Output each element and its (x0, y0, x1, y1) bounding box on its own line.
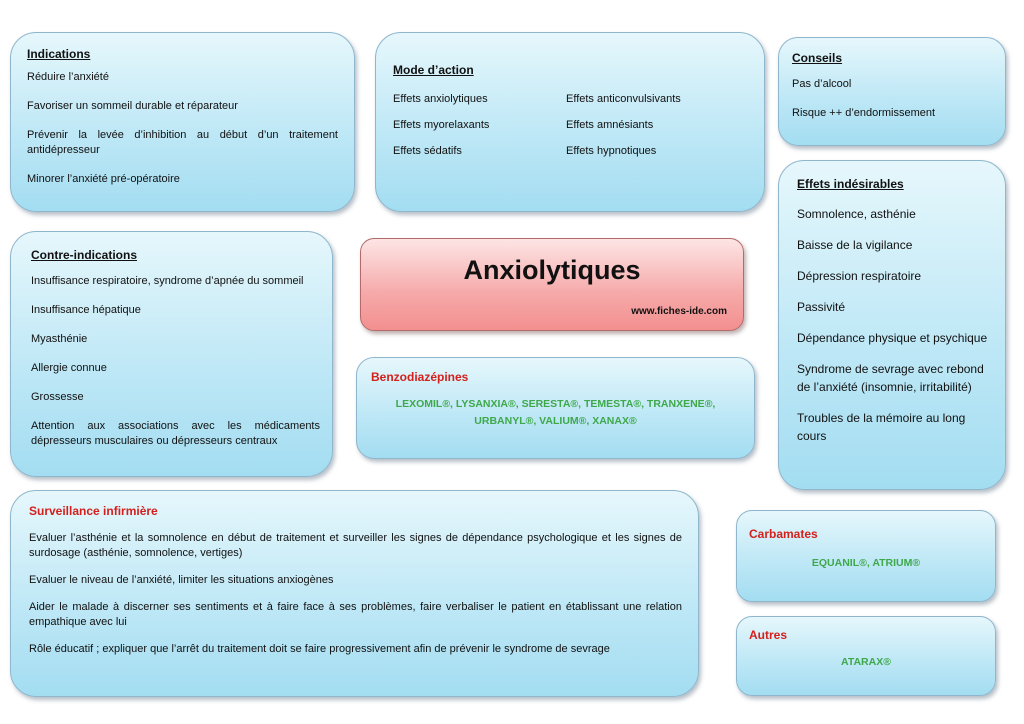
carbamates-card (736, 510, 996, 602)
surveillance-title: Surveillance infirmière (29, 504, 158, 518)
autres-card (736, 616, 996, 696)
surveillance-item: Evaluer l’asthénie et la somnolence en début de traitement et surveiller les signes de dépendance psychologique et les signes de surdosage (asthénie, somnolence, vertiges) (29, 532, 682, 559)
title-banner (360, 238, 744, 331)
autres-drugs: ATARAX® (841, 656, 891, 668)
indications-card (10, 32, 355, 212)
mode-action-item: Effets sédatifs (393, 145, 462, 157)
effet-item: Troubles de la mémoire au long cours (797, 411, 966, 443)
mode-action-item: Effets anxiolytiques (393, 93, 488, 105)
effet-item: Dépression respiratoire (797, 269, 922, 283)
surveillance-item: Rôle éducatif ; expliquer que l’arrêt du traitement doit se faire progressivement afin de prévenir le syndrome de sevrage (29, 643, 610, 655)
contre-indication-item: Myasthénie (31, 333, 88, 345)
contre-indication-item: Insuffisance respiratoire, syndrome d’apnée du sommeil (31, 275, 304, 287)
indication-item: Réduire l’anxiété (27, 71, 109, 83)
surveillance-item: Aider le malade à discerner ses sentiments et à faire face à ses problèmes, faire verbaliser le patient en établissant une relation empathique avec lui (29, 601, 682, 628)
conseil-item: Risque ++ d’endormissement (792, 107, 936, 119)
indication-item: Minorer l’anxiété pré-opératoire (27, 173, 180, 185)
conseils-title: Conseils (792, 51, 843, 65)
contre-indication-item: Grossesse (31, 391, 84, 403)
mode-action-item: Effets anticonvulsivants (566, 93, 681, 105)
effet-item: Dépendance physique et psychique (797, 331, 988, 345)
site-url: www.fiches-ide.com (631, 306, 727, 317)
indication-item: Prévenir la levée d’inhibition au début d’un traitement antidépresseur (27, 129, 338, 156)
mode-action-item: Effets myorelaxants (393, 119, 490, 131)
surveillance-card (10, 490, 699, 697)
conseils-card (778, 37, 1006, 146)
indications-title: Indications (27, 47, 91, 61)
benzodiazepines-card (356, 357, 755, 459)
effets-indesirables-title: Effets indésirables (797, 177, 904, 191)
autres-title: Autres (749, 628, 788, 642)
contre-indication-item: Allergie connue (31, 362, 107, 374)
mode-action-card (375, 32, 765, 212)
surveillance-item: Evaluer le niveau de l’anxiété, limiter les situations anxiogènes (29, 574, 334, 586)
contre-indication-item: Attention aux associations avec les médicaments dépresseurs musculaires ou dépresseurs centraux (31, 420, 320, 447)
effet-item: Somnolence, asthénie (797, 207, 916, 221)
mode-action-item: Effets amnésiants (566, 119, 654, 131)
mode-action-item: Effets hypnotiques (566, 145, 657, 157)
contre-indications-card (10, 231, 333, 477)
conseil-item: Pas d’alcool (792, 78, 852, 90)
carbamates-title: Carbamates (749, 527, 818, 541)
carbamates-drugs: EQUANIL®, ATRIUM® (811, 557, 921, 569)
benzodiazepines-drugs: LEXOMIL®, LYSANXIA®, SERESTA®, TEMESTA®, TRANXENE®, URBANYL®, VALIUM®, XANAX® (395, 398, 716, 427)
contre-indication-item: Insuffisance hépatique (31, 304, 141, 316)
effet-item: Baisse de la vigilance (797, 238, 913, 252)
mode-action-title: Mode d’action (393, 63, 474, 77)
effet-item: Syndrome de sevrage avec rebond de l’anxiété (insomnie, irritabilité) (797, 362, 984, 394)
benzodiazepines-title: Benzodiazépines (371, 370, 469, 384)
effets-indesirables-card (778, 160, 1006, 490)
effet-item: Passivité (797, 300, 846, 314)
indication-item: Favoriser un sommeil durable et réparateur (27, 100, 238, 112)
contre-indications-title: Contre-indications (31, 248, 138, 262)
page-title: Anxiolytiques (463, 255, 641, 285)
